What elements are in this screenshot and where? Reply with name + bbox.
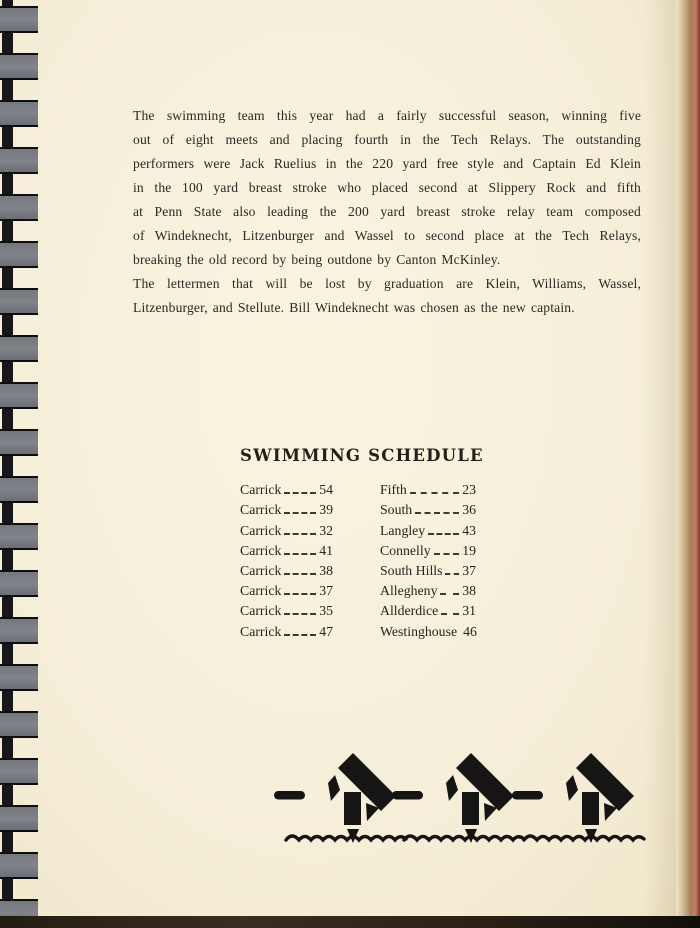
schedule-rows: [240, 478, 476, 640]
text-line: at Penn State also leading the 200 yard breast stroke relay team composed: [133, 204, 641, 219]
opponent-result: [380, 603, 476, 619]
diver-into-water-icon: [508, 748, 648, 853]
opponent-score: 37: [462, 562, 476, 578]
schedule-row: [240, 539, 476, 559]
dashed-leader: [410, 492, 459, 494]
dashed-leader: [415, 512, 459, 514]
opponent-team-name: Connelly: [380, 542, 431, 558]
opponent-team-name: Allderdice: [380, 603, 439, 619]
home-result: [240, 482, 333, 498]
schedule-title: SWIMMING SCHEDULE: [240, 446, 484, 465]
schedule-row: [240, 599, 476, 619]
opponent-score: 43: [462, 522, 476, 538]
home-score: 47: [319, 623, 333, 639]
home-team-name: Carrick: [240, 562, 282, 578]
home-team-name: Carrick: [240, 603, 282, 619]
opponent-score: 38: [462, 583, 476, 599]
opponent-score: 23: [462, 482, 476, 498]
home-score: 35: [319, 603, 333, 619]
schedule-row: [240, 498, 476, 518]
opponent-result: [380, 523, 476, 539]
dashed-leader: [284, 512, 316, 514]
opponent-result: [380, 583, 476, 599]
home-score: 39: [319, 502, 333, 518]
opponent-score: 31: [462, 603, 476, 619]
opponent-team-name: Allegheny: [380, 583, 438, 599]
home-result: [240, 563, 333, 579]
opponent-result: [380, 502, 476, 518]
home-team-name: Carrick: [240, 522, 282, 538]
dashed-leader: [284, 492, 316, 494]
home-team-name: Carrick: [240, 623, 282, 639]
home-score: 38: [319, 562, 333, 578]
dashed-leader: [284, 553, 316, 555]
schedule-row: [240, 478, 476, 498]
schedule-row: [240, 559, 476, 579]
spiral-binding: [0, 0, 44, 928]
opponent-result: [380, 482, 476, 498]
swimming-schedule: [240, 446, 484, 640]
dashed-leader: [428, 533, 459, 535]
text-line: Litzenburger, and Stellute. Bill Windeknecht was chosen as the new captain.: [133, 300, 575, 315]
home-score: 54: [319, 482, 333, 498]
paragraph-season-summary: [133, 104, 641, 272]
dashed-leader: [434, 553, 460, 555]
dashed-leader: [284, 634, 316, 636]
text-line: The lettermen that will be lost by graduation are Klein, Williams, Wassel,: [133, 276, 641, 291]
opponent-team-name: Langley: [380, 522, 426, 538]
home-result: [240, 543, 333, 559]
dashed-leader: [284, 573, 316, 575]
text-line: The swimming team this year had a fairly successful season, winning five: [133, 108, 641, 123]
diver-into-water-icon: [388, 748, 528, 853]
book-page-edge-bottom: [0, 916, 700, 928]
paragraph-lettermen: [133, 272, 641, 320]
opponent-result: [380, 624, 476, 640]
text-line: of Windeknecht, Litzenburger and Wassel to second place at the Tech Relays,: [133, 228, 641, 243]
team-summary-text: [133, 104, 641, 320]
home-team-name: Carrick: [240, 482, 282, 498]
dashed-leader: [284, 533, 316, 535]
opponent-score: 19: [462, 542, 476, 558]
opponent-score: 36: [462, 502, 476, 518]
text-line: performers were Jack Ruelius in the 220 yard free style and Captain Ed Klein: [133, 156, 641, 171]
binding-tabs: [0, 6, 38, 928]
dashed-leader: [440, 593, 459, 595]
opponent-score: 46: [463, 623, 477, 639]
schedule-row: [240, 518, 476, 538]
home-score: 32: [319, 522, 333, 538]
dashed-leader: [441, 613, 459, 615]
opponent-team-name: South: [380, 502, 413, 518]
home-result: [240, 624, 333, 640]
opponent-team-name: Fifth: [380, 482, 407, 498]
home-result: [240, 603, 333, 619]
dashed-leader: [284, 593, 316, 595]
opponent-team-name: Westinghouse: [380, 623, 458, 639]
book-page-edge-right: [676, 0, 700, 928]
home-team-name: Carrick: [240, 542, 282, 558]
opponent-result: [380, 543, 476, 559]
diver-into-water-icon: [270, 748, 410, 853]
schedule-row: [240, 579, 476, 599]
home-team-name: Carrick: [240, 502, 282, 518]
home-result: [240, 502, 333, 518]
dashed-leader: [445, 573, 459, 575]
opponent-team-name: South Hills: [380, 562, 443, 578]
home-result: [240, 583, 333, 599]
opponent-result: [380, 563, 476, 579]
text-line: out of eight meets and placing fourth in the Tech Relays. The outstanding: [133, 132, 641, 147]
text-line: breaking the old record by being outdone by Canton McKinley.: [133, 252, 501, 267]
home-score: 37: [319, 583, 333, 599]
text-line: in the 100 yard breast stroke who placed second at Slippery Rock and fifth: [133, 180, 641, 195]
home-team-name: Carrick: [240, 583, 282, 599]
home-score: 41: [319, 542, 333, 558]
schedule-row: [240, 619, 476, 639]
dashed-leader: [284, 613, 316, 615]
home-result: [240, 523, 333, 539]
